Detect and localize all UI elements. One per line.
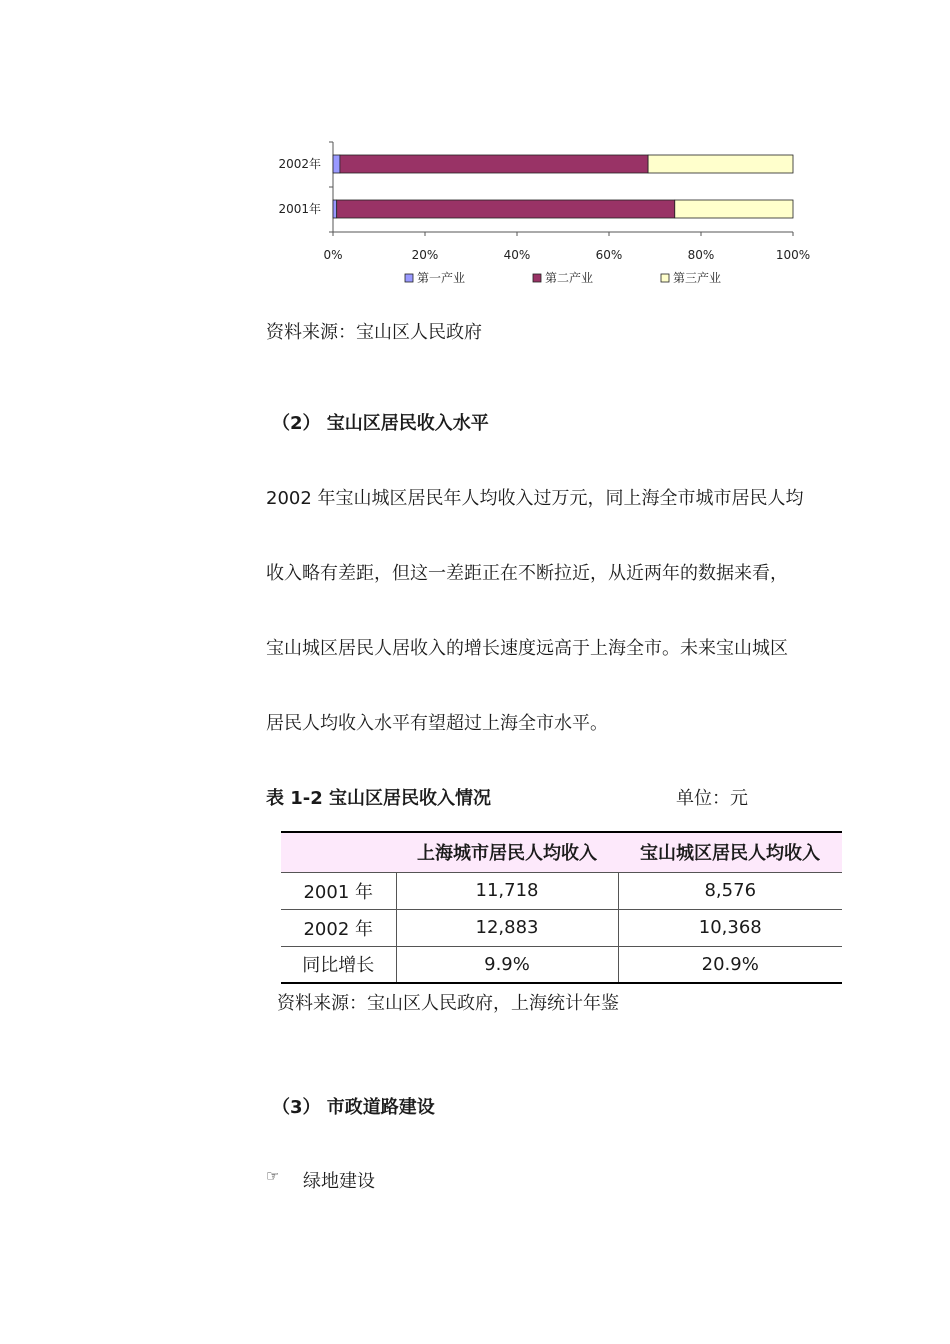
x-tick-label: 80% bbox=[687, 248, 715, 262]
table-cell: 2001 年 bbox=[281, 872, 396, 909]
table-cell: 9.9% bbox=[396, 946, 618, 983]
legend-label: 第三产业 bbox=[673, 271, 722, 285]
paragraph-line-3: 宝山城区居民人居收入的增长速度远高于上海全市。未来宝山城区 bbox=[266, 638, 788, 659]
table-header-cell: 宝山城区居民人均收入 bbox=[640, 843, 820, 865]
table-cell: 同比增长 bbox=[281, 946, 396, 983]
table-source-note: 资料来源：宝山区人民政府，上海统计年鉴 bbox=[277, 993, 619, 1014]
table-row bbox=[281, 946, 842, 983]
bar-segment-2 bbox=[340, 155, 648, 173]
legend-swatch bbox=[405, 274, 413, 282]
table-row bbox=[281, 872, 842, 909]
x-tick-label: 40% bbox=[503, 248, 531, 262]
bar-segment-3 bbox=[675, 200, 793, 218]
table-cell: 11,718 bbox=[396, 872, 618, 909]
table-unit: 单位：元 bbox=[676, 788, 748, 809]
bar-segment-3 bbox=[648, 155, 793, 173]
paragraph-line-4: 居民人均收入水平有望超过上海全市水平。 bbox=[266, 713, 608, 734]
x-tick-label: 100% bbox=[775, 248, 811, 262]
y-tick-label: 2001年 bbox=[278, 202, 321, 216]
x-tick-label: 0% bbox=[323, 248, 343, 262]
income-table bbox=[281, 831, 842, 984]
table-header-cell bbox=[281, 832, 396, 872]
x-tick-label: 20% bbox=[411, 248, 439, 262]
table-cell: 12,883 bbox=[396, 909, 618, 946]
bullet-item-green-space: 绿地建设 bbox=[303, 1171, 375, 1192]
bar-segment-1 bbox=[333, 155, 340, 173]
table-header-cell: 上海城市居民人均收入 bbox=[417, 843, 597, 865]
table-caption: 表 1-2 宝山区居民收入情况 bbox=[266, 788, 492, 809]
industry-structure-chart bbox=[270, 130, 830, 295]
table-cell: 2002 年 bbox=[281, 909, 396, 946]
paragraph-line-2: 收入略有差距，但这一差距正在不断拉近，从近两年的数据来看， bbox=[266, 563, 788, 584]
legend-label: 第一产业 bbox=[417, 271, 466, 285]
section-heading-resident-income: （2） 宝山区居民收入水平 bbox=[272, 413, 489, 434]
bar-segment-1 bbox=[333, 200, 337, 218]
pointing-hand-icon: ☞ bbox=[266, 1167, 280, 1185]
legend-swatch bbox=[533, 274, 541, 282]
y-tick-label: 2002年 bbox=[278, 157, 321, 171]
table-cell: 8,576 bbox=[618, 872, 842, 909]
chart-source-note: 资料来源：宝山区人民政府 bbox=[266, 322, 482, 343]
legend-swatch bbox=[661, 274, 669, 282]
bar-segment-2 bbox=[337, 200, 675, 218]
x-tick-label: 60% bbox=[595, 248, 623, 262]
table-cell: 10,368 bbox=[618, 909, 842, 946]
legend-label: 第二产业 bbox=[545, 271, 594, 285]
section-heading-road-construction: （3） 市政道路建设 bbox=[272, 1097, 435, 1118]
table-cell: 20.9% bbox=[618, 946, 842, 983]
paragraph-line-1: 2002 年宝山城区居民年人均收入过万元，同上海全市城市居民人均 bbox=[266, 488, 804, 509]
table-row bbox=[281, 909, 842, 946]
table-header-row bbox=[281, 832, 842, 872]
